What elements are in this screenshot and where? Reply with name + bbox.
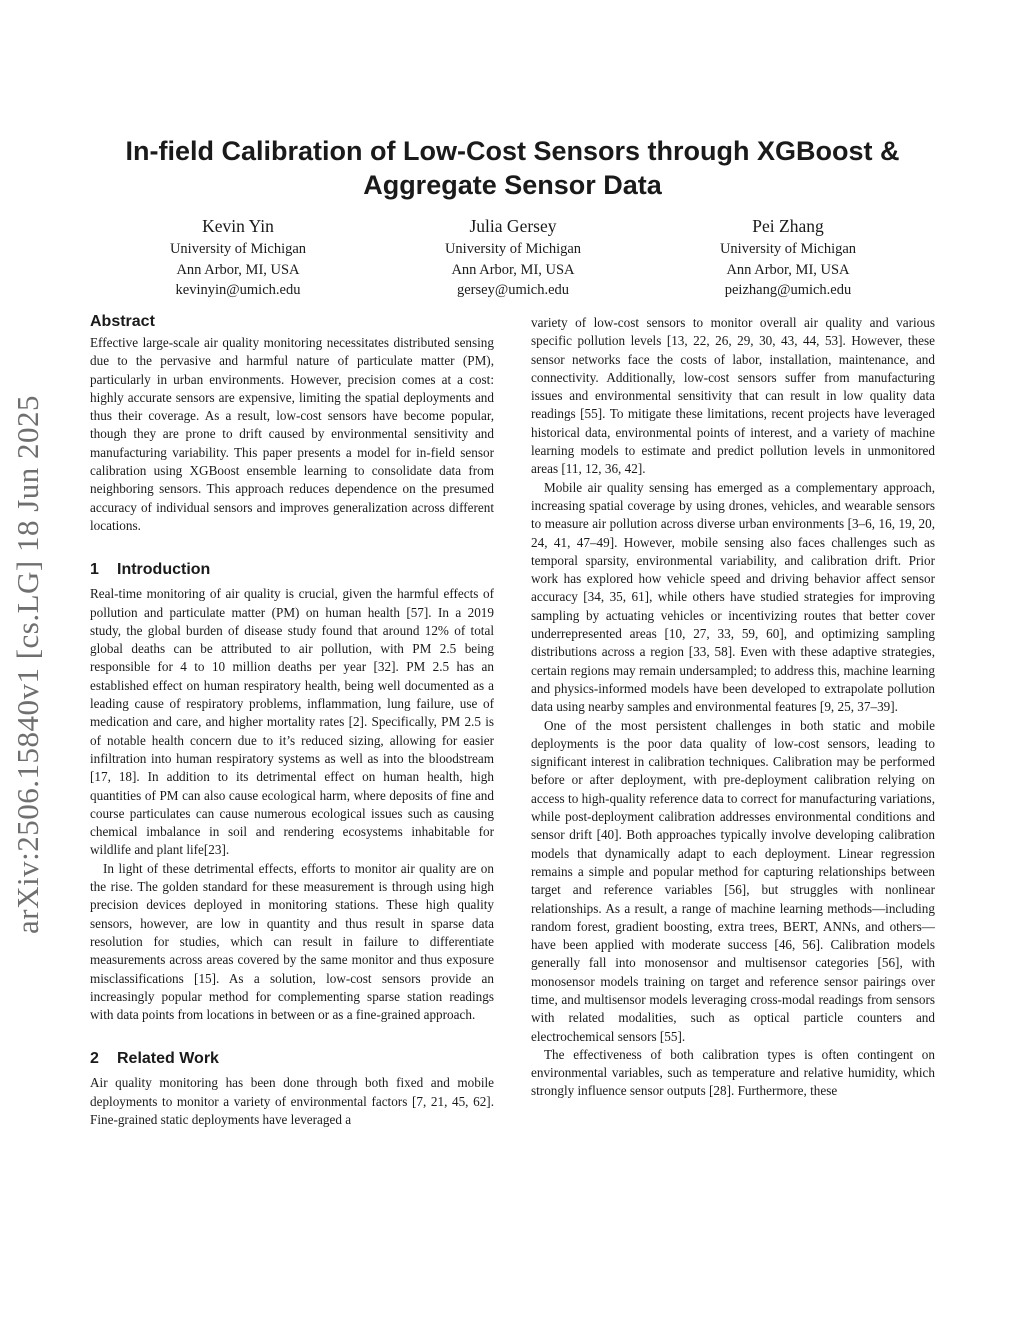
section-number: 2 <box>90 1050 99 1068</box>
paragraph: One of the most persistent challenges in both static and mobile deployments is the poor data quality of low-cost sensors, leading to significant interest in calibration techniques. Calibration may be performed before or after deployment, with pre-deployment calibration relying on access to high-quality reference data to correct for manufacturing variations, while post-deployment calibration addresses environmental conditions and sensor drift [40]. Both approaches typically involve developing calibration models that dynamically adapt to each deployment. Linear regression remains a simple and popular method for capturing relationships between target and reference variables [56], but struggles with nonlinear relationships. As a result, a range of machine learning methods—including random forest, gradient boosting, extra trees, BERT, ANNs, and others—have been applied with moderate success [46, 56]. Calibration models generally fall into monosensor and multisensor categories [56], with monosensor models training on target and reference sensor pairings over time, and multisensor models leveraging cross-modal readings from sensors with related modalities, such as optical particle counters and electrochemical sensors [55]. <box>531 717 935 1044</box>
paragraph: Mobile air quality sensing has emerged as a complementary approach, increasing spatial coverage by using drones, vehicles, and wearable sensors to measure air pollution across diverse urban environments [3–6, 16, 19, 20, 24, 41, 47–49]. However, mobile sensing also faces challenges such as temporal sparsity, environmental variability, and calibration drift. Prior work has explored how vehicle speed and driving behavior affect sensor accuracy [34, 35, 61], while others have studied strategies for improving sampling by actuating vehicles or incentivizing routes that better cover underrepresented areas [10, 27, 33, 59, 60], and optimizing sampling distributions across a region [33, 58]. Even with these adaptive strategies, certain regions may remain undersampled; to address this, machine learning and physics-informed models have been developed to extrapolate pollution data using nearby samples and environmental features [9, 25, 37–39]. <box>531 479 935 715</box>
author-name: Julia Gersey <box>469 216 557 236</box>
abstract-heading: Abstract <box>90 313 155 330</box>
author-name: Kevin Yin <box>202 216 274 236</box>
author-email: peizhang@umich.edu <box>724 282 852 298</box>
author-block <box>658 213 918 301</box>
author-location: Ann Arbor, MI, USA <box>176 261 300 278</box>
author-affiliation: University of Michigan <box>444 241 582 257</box>
author-block <box>108 213 368 301</box>
author-email: gersey@umich.edu <box>457 282 569 298</box>
paragraph: Air quality monitoring has been done through both fixed and mobile deployments to monitor a variety of environmental factors [7, 21, 45, 62]. Fine-grained static deployments have leveraged a <box>90 1075 494 1127</box>
author-block <box>383 213 643 301</box>
section-title: Related Work <box>117 1050 219 1068</box>
title-line-1: In-field Calibration of Low-Cost Sensors through XGBoost & <box>125 136 900 166</box>
author-name: Pei Zhang <box>752 216 824 236</box>
author-location: Ann Arbor, MI, USA <box>451 261 575 278</box>
title-line-2: Aggregate Sensor Data <box>363 170 662 200</box>
section-heading-related-work <box>90 1048 494 1070</box>
paper-title <box>90 134 935 202</box>
paragraph: The effectiveness of both calibration types is often contingent on environmental variables, such as temperature and relative humidity, which strongly influence sensor outputs [28]. Furthermore, these <box>531 1046 935 1099</box>
author-affiliation: University of Michigan <box>169 241 307 257</box>
section-heading-introduction <box>90 559 494 581</box>
right-column <box>531 314 935 1101</box>
paragraph-continued: variety of low-cost sensors to monitor overall air quality and various specific pollution levels [13, 22, 26, 29, 30, 43, 44, 53]. However, these sensor networks face the costs of labor, installation, maintenance, and connectivity. Additionally, low-cost sensors suffer from manufacturing issues and environmental sensitivity that can result in low quality data readings [55]. To mitigate these limitations, recent projects have leveraged historical data, environmental points of interest, and a variety of machine learning models to estimate and predict pollution levels in unmonitored areas [11, 12, 36, 42]. <box>531 315 935 477</box>
author-affiliation: University of Michigan <box>719 241 857 257</box>
author-location: Ann Arbor, MI, USA <box>726 261 850 278</box>
paragraph: Real-time monitoring of air quality is crucial, given the harmful effects of pollution and particulate matter (PM) on human health [57]. In a 2019 study, the global burden of disease study found that around 12% of total global deaths can be attributed to air pollution, with PM 2.5 being responsible for 4 to 10 million deaths per year [32]. PM 2.5 has an established effect on human respiratory health, being well documented as a leading cause of respiratory problems, inflammation, lung failure, use of medication and care, and higher mortality rates [2]. Specifically, PM 2.5 is of notable health concern due to it’s reduced sizing, allowing for easier infiltration into human respiratory systems as well as into the bloodstream [17, 18]. In addition to its detrimental effect on human health, high quantities of PM can also cause ecological harm, where deposits of fine and course particulates can cause numerous ecological issues such as causing chemical imbalance in soil and rendering ecosystems inhabitable for wildlife and plant life[23]. <box>90 586 494 858</box>
section-title: Introduction <box>117 561 211 579</box>
paragraph: In light of these detrimental effects, efforts to monitor air quality are on the rise. The golden standard for these measurement is through using high precision devices deployed in monitoring stations. These high quality sensors, however, are low in quantity and thus result in sparse data resolution for studies, which can result in failure to differentiate measurements across areas covered by the same monitor and thus exposure misclassifications [15]. As a solution, low-cost sensors provide an increasingly popular method for complementing sparse station readings with data points from locations in between or as a fine-grained approach. <box>90 860 494 1023</box>
abstract-text: Effective large-scale air quality monitoring necessitates distributed sensing due to the pervasive and harmful nature of particulate matter (PM), particularly in urban environments. However, precision comes at a cost: highly accurate sensors are expensive, limiting the spatial deployments and thus their coverage. As a result, low-cost sensors have become popular, though they are prone to drift caused by environmental sensitivity and manufacturing variability. This paper presents a model for in-field sensor calibration using XGBoost ensemble learning to consolidate data from neighboring sensors. This approach reduces dependence on the presumed accuracy of individual sensors and improves generalization across different locations. <box>90 335 494 533</box>
arxiv-identifier: arXiv:2506.15840v1 [cs.LG] 18 Jun 2025 <box>10 394 45 935</box>
section-number: 1 <box>90 561 99 579</box>
left-column <box>90 311 494 1129</box>
author-email: kevinyin@umich.edu <box>175 282 301 298</box>
